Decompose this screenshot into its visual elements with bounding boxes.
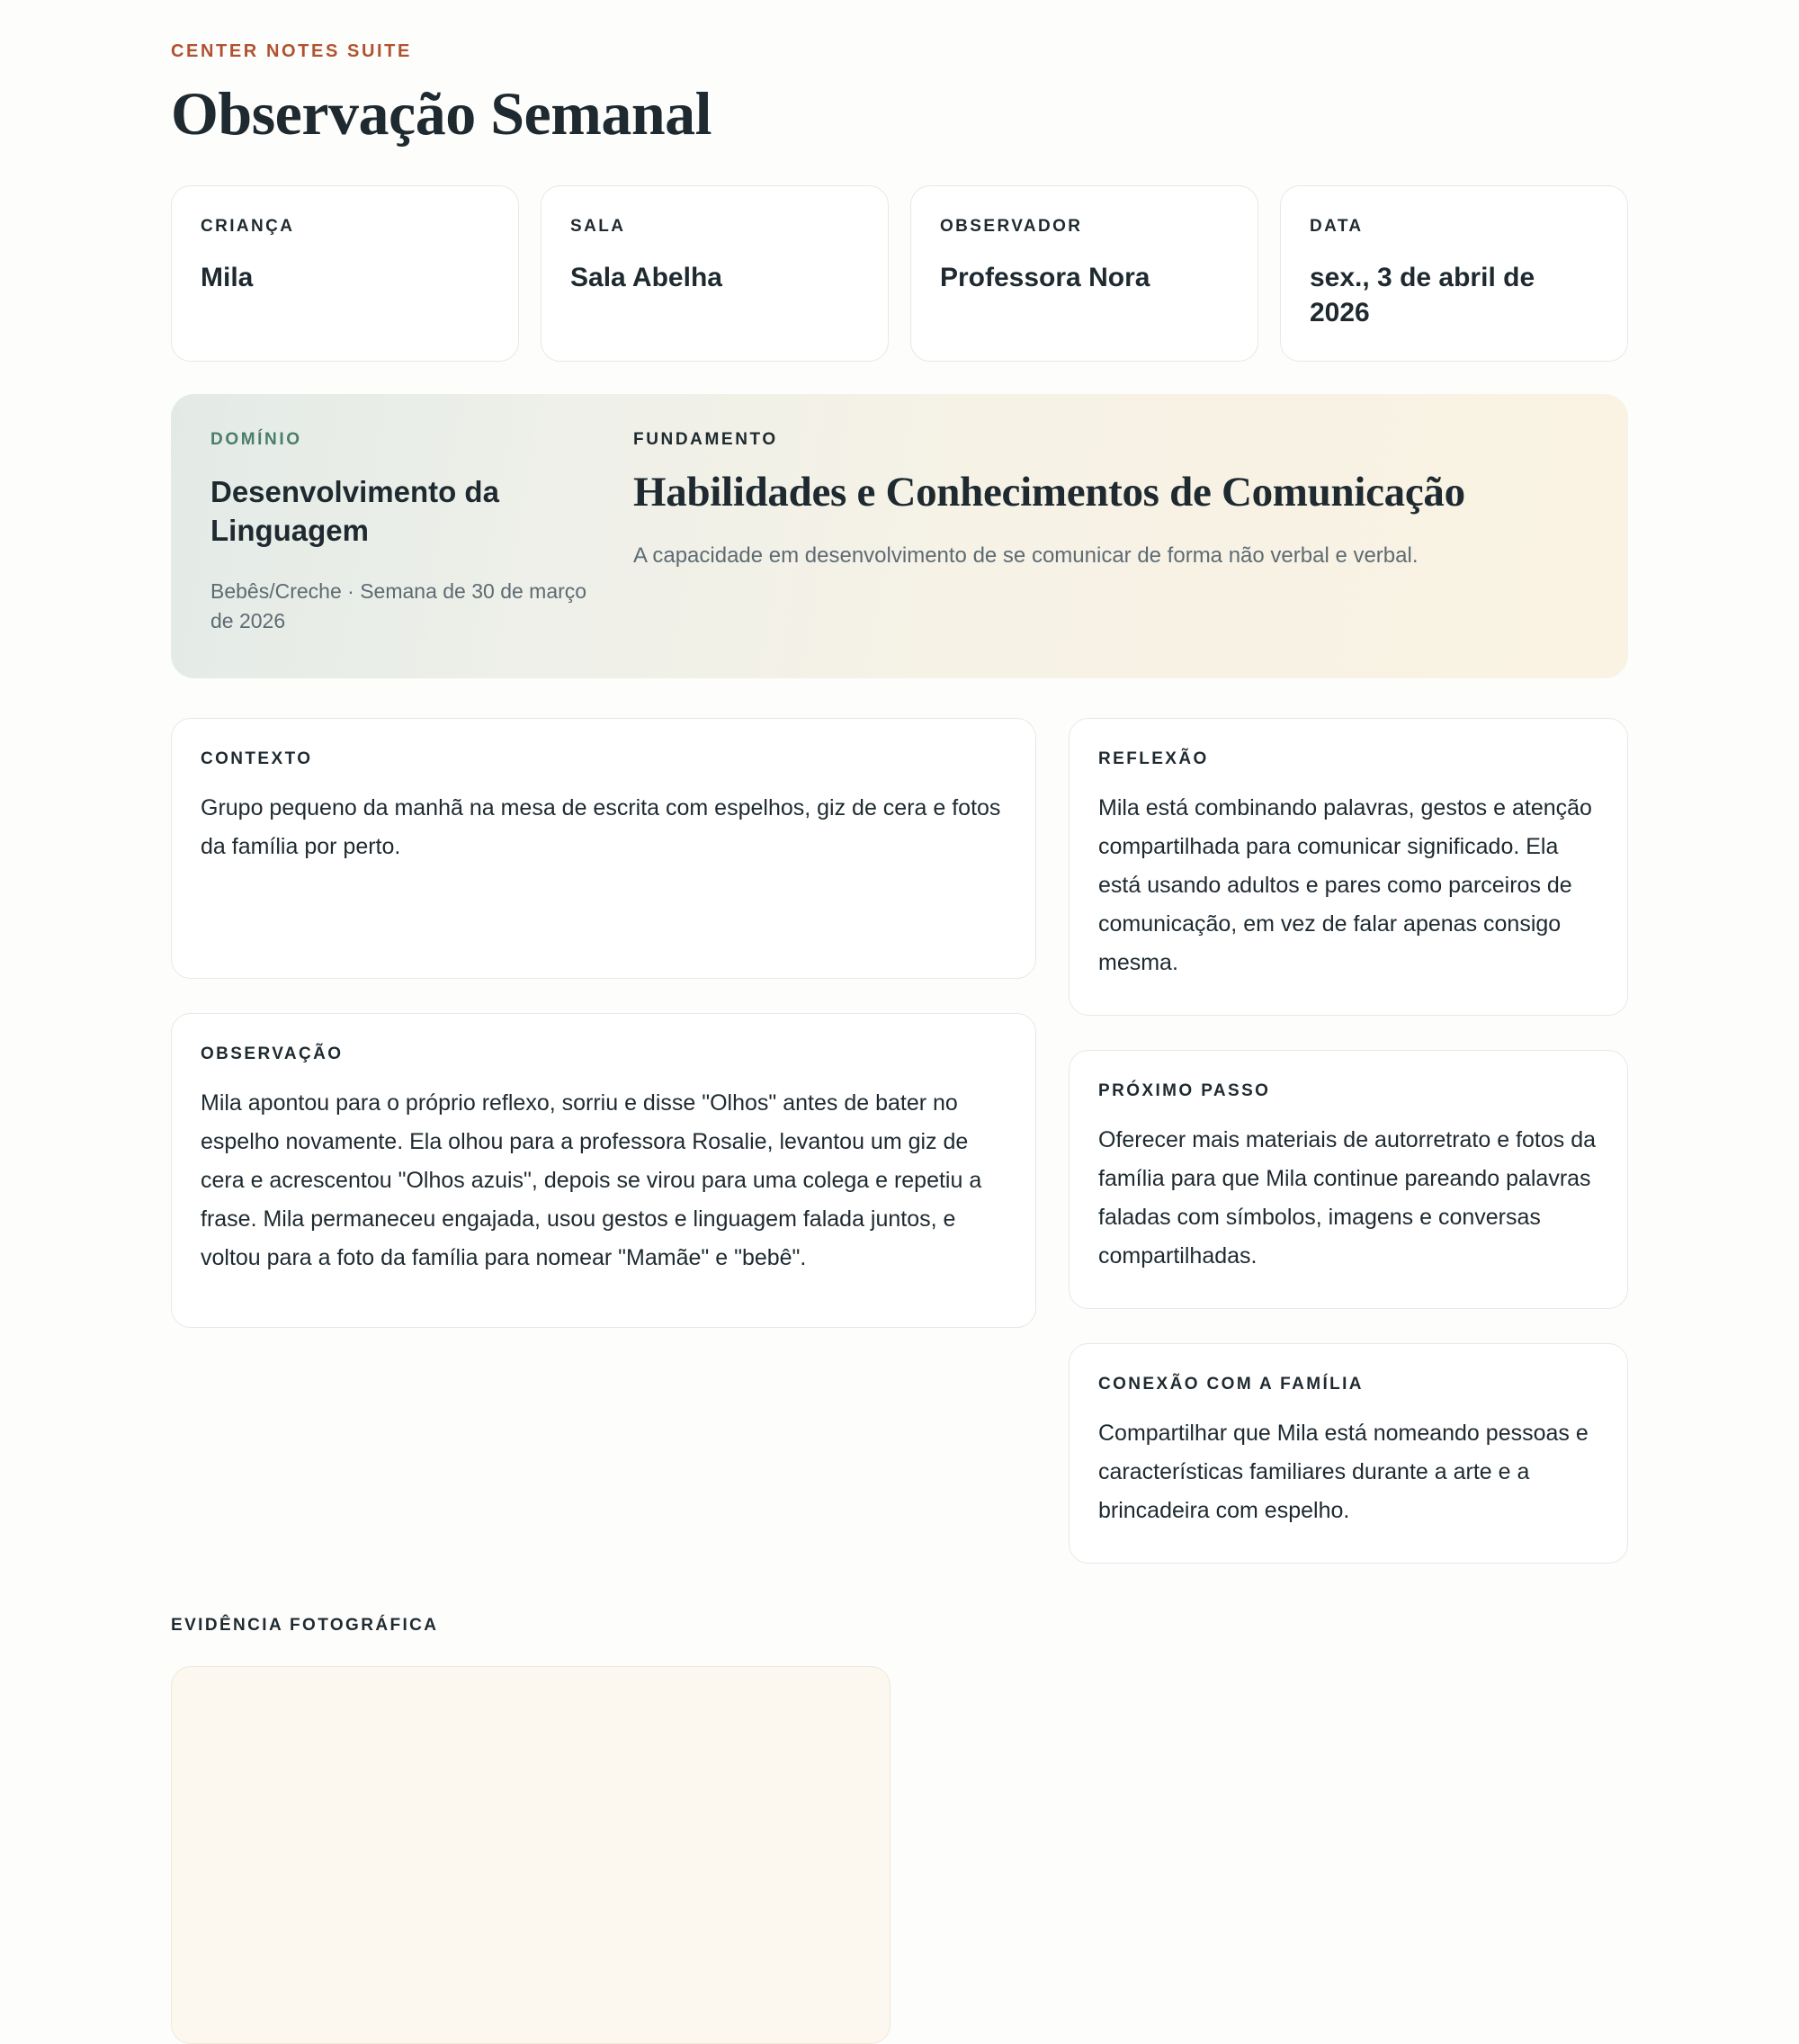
card-conexao-familia bbox=[1069, 1343, 1628, 1564]
meta-value-sala: Sala Abelha bbox=[570, 263, 722, 293]
meta-value-observador: Professora Nora bbox=[940, 263, 1150, 293]
card-body-conexao-familia: Compartilhar que Mila está nomeando pessoas e características familiares durante a arte e a brincadeira com espelho. bbox=[1098, 1420, 1589, 1523]
meta-label-observador: OBSERVADOR bbox=[940, 217, 1083, 237]
meta-label-data: DATA bbox=[1310, 217, 1364, 237]
meta-value-crianca: Mila bbox=[201, 263, 254, 293]
card-label-observacao: OBSERVAÇÃO bbox=[201, 1044, 344, 1063]
page-title: Observação Semanal bbox=[171, 79, 712, 148]
card-observacao bbox=[171, 1013, 1036, 1328]
card-label-proximo-passo: PRÓXIMO PASSO bbox=[1098, 1080, 1271, 1100]
meta-card-sala bbox=[541, 185, 889, 362]
foundation-block bbox=[633, 430, 1589, 636]
card-label-contexto: CONTEXTO bbox=[201, 749, 313, 768]
meta-card-row bbox=[171, 185, 1628, 362]
meta-card-observador bbox=[910, 185, 1258, 362]
foundation-label: FUNDAMENTO bbox=[633, 430, 778, 450]
card-body-reflexao: Mila está combinando palavras, gestos e atenção compartilhada para comunicar significado. Ela está usando adultos e pares como parceiros de comunicação, em vez de falar apenas consigo mesma. bbox=[1098, 794, 1592, 975]
foundation-title: Habilidades e Conhecimentos de Comunicação bbox=[633, 469, 1465, 516]
card-contexto bbox=[171, 718, 1036, 979]
card-body-proximo-passo: Oferecer mais materiais de autorretrato e fotos da família para que Mila continue pareando palavras faladas com símbolos, imagens e conversas compartilhadas. bbox=[1098, 1126, 1597, 1269]
card-label-reflexao: REFLEXÃO bbox=[1098, 749, 1209, 768]
domain-subtext: Bebês/Creche · Semana de 30 de março de 2026 bbox=[210, 578, 587, 633]
domain-block bbox=[210, 430, 597, 636]
domain-name: Desenvolvimento da Linguagem bbox=[210, 475, 499, 547]
card-label-conexao-familia: CONEXÃO COM A FAMÍLIA bbox=[1098, 1374, 1364, 1394]
narrative-column-right bbox=[1069, 718, 1628, 1564]
card-proximo-passo bbox=[1069, 1050, 1628, 1309]
photo-evidence-label: EVIDÊNCIA FOTOGRÁFICA bbox=[171, 1615, 439, 1635]
domain-foundation-banner bbox=[171, 394, 1628, 677]
photo-evidence-section bbox=[171, 1616, 1628, 2044]
foundation-description: A capacidade em desenvolvimento de se comunicar de forma não verbal e verbal. bbox=[633, 542, 1419, 568]
meta-label-sala: SALA bbox=[570, 217, 626, 237]
narrative-grid bbox=[171, 718, 1628, 1564]
card-body-observacao: Mila apontou para o próprio reflexo, sorriu e disse "Olhos" antes de bater no espelho novamente. Ela olhou para a professora Rosalie, levantou um giz de cera e acrescentou "Olhos azuis", depois se virou para uma colega e repetiu a frase. Mila permaneceu engajada, usou gestos e linguagem falada juntos, e voltou para a foto da família para nomear "Mamãe" e "bebê". bbox=[201, 1089, 982, 1270]
page-header bbox=[171, 0, 1628, 146]
suite-eyebrow: CENTER NOTES SUITE bbox=[171, 41, 412, 61]
meta-card-crianca bbox=[171, 185, 519, 362]
photo-evidence-placeholder bbox=[171, 1666, 891, 2044]
meta-card-data bbox=[1280, 185, 1628, 362]
card-body-contexto: Grupo pequeno da manhã na mesa de escrita com espelhos, giz de cera e fotos da família por perto. bbox=[201, 794, 1001, 859]
domain-label: DOMÍNIO bbox=[210, 430, 302, 450]
meta-value-data: sex., 3 de abril de 2026 bbox=[1310, 263, 1535, 328]
meta-label-crianca: CRIANÇA bbox=[201, 217, 295, 237]
card-reflexao bbox=[1069, 718, 1628, 1016]
narrative-column-left bbox=[171, 718, 1036, 1328]
